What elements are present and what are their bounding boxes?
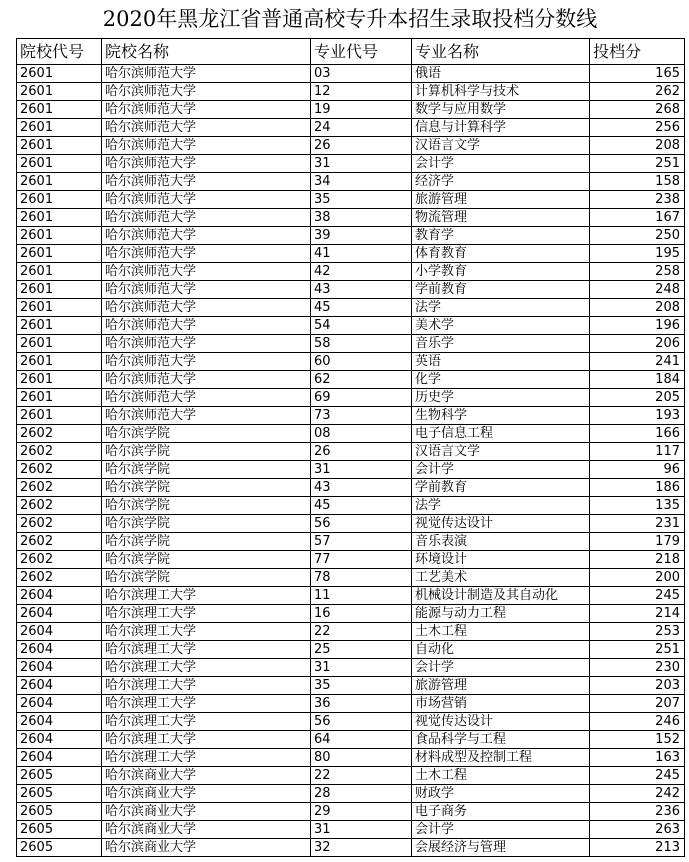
school-name-cell: 哈尔滨师范大学 (102, 353, 311, 371)
school-name-cell: 哈尔滨学院 (102, 461, 311, 479)
score-cell: 195 (590, 245, 685, 263)
school-name-cell: 哈尔滨理工大学 (102, 623, 311, 641)
major-name-cell: 工艺美术 (412, 569, 590, 587)
school-name-cell: 哈尔滨学院 (102, 497, 311, 515)
major-code-cell: 28 (311, 785, 412, 803)
score-cell: 186 (590, 479, 685, 497)
table-row (17, 785, 685, 803)
school-code-cell: 2601 (17, 245, 102, 263)
major-name-cell: 学前教育 (412, 281, 590, 299)
score-cell: 167 (590, 209, 685, 227)
major-code-cell: 56 (311, 713, 412, 731)
table-row (17, 245, 685, 263)
table-row (17, 821, 685, 839)
table-row (17, 461, 685, 479)
table-row (17, 227, 685, 245)
score-cell: 96 (590, 461, 685, 479)
major-code-cell: 26 (311, 137, 412, 155)
table-row (17, 569, 685, 587)
school-name-cell: 哈尔滨师范大学 (102, 389, 311, 407)
school-name-cell: 哈尔滨师范大学 (102, 371, 311, 389)
school-code-cell: 2602 (17, 551, 102, 569)
school-name-cell: 哈尔滨师范大学 (102, 101, 311, 119)
major-code-cell: 29 (311, 803, 412, 821)
major-name-cell: 市场营销 (412, 695, 590, 713)
table-row (17, 263, 685, 281)
score-cell: 218 (590, 551, 685, 569)
major-code-cell: 31 (311, 155, 412, 173)
table-row (17, 839, 685, 857)
major-name-cell: 会计学 (412, 659, 590, 677)
school-code-cell: 2601 (17, 155, 102, 173)
score-cell: 213 (590, 839, 685, 857)
major-code-cell: 60 (311, 353, 412, 371)
school-name-cell: 哈尔滨师范大学 (102, 191, 311, 209)
school-code-cell: 2601 (17, 227, 102, 245)
school-name-cell: 哈尔滨理工大学 (102, 731, 311, 749)
major-code-cell: 62 (311, 371, 412, 389)
table-row (17, 497, 685, 515)
school-name-cell: 哈尔滨理工大学 (102, 713, 311, 731)
school-name-cell: 哈尔滨理工大学 (102, 641, 311, 659)
major-code-cell: 32 (311, 839, 412, 857)
table-body (17, 65, 685, 857)
school-code-cell: 2604 (17, 623, 102, 641)
score-cell: 241 (590, 353, 685, 371)
school-name-cell: 哈尔滨师范大学 (102, 299, 311, 317)
score-cell: 214 (590, 605, 685, 623)
table-row (17, 659, 685, 677)
major-code-cell: 41 (311, 245, 412, 263)
table-row (17, 209, 685, 227)
major-name-cell: 电子信息工程 (412, 425, 590, 443)
major-name-cell: 俄语 (412, 65, 590, 83)
major-name-cell: 会展经济与管理 (412, 839, 590, 857)
major-name-cell: 土木工程 (412, 767, 590, 785)
school-code-cell: 2604 (17, 713, 102, 731)
score-cell: 258 (590, 263, 685, 281)
header-school-code: 院校代号 (17, 39, 102, 65)
major-name-cell: 历史学 (412, 389, 590, 407)
school-code-cell: 2604 (17, 587, 102, 605)
major-name-cell: 旅游管理 (412, 677, 590, 695)
table-row (17, 299, 685, 317)
major-code-cell: 73 (311, 407, 412, 425)
score-cell: 248 (590, 281, 685, 299)
admission-score-sheet (16, 0, 684, 857)
school-code-cell: 2601 (17, 191, 102, 209)
major-name-cell: 能源与动力工程 (412, 605, 590, 623)
table-row (17, 479, 685, 497)
school-code-cell: 2604 (17, 605, 102, 623)
major-code-cell: 22 (311, 767, 412, 785)
major-code-cell: 16 (311, 605, 412, 623)
major-name-cell: 电子商务 (412, 803, 590, 821)
table-row (17, 731, 685, 749)
major-code-cell: 45 (311, 299, 412, 317)
major-name-cell: 汉语言文学 (412, 443, 590, 461)
header-school-name: 院校名称 (102, 39, 311, 65)
table-row (17, 407, 685, 425)
school-name-cell: 哈尔滨商业大学 (102, 785, 311, 803)
major-code-cell: 69 (311, 389, 412, 407)
school-code-cell: 2601 (17, 83, 102, 101)
major-name-cell: 视觉传达设计 (412, 515, 590, 533)
table-row (17, 533, 685, 551)
school-code-cell: 2602 (17, 425, 102, 443)
major-name-cell: 旅游管理 (412, 191, 590, 209)
major-name-cell: 财政学 (412, 785, 590, 803)
table-row (17, 803, 685, 821)
major-code-cell: 35 (311, 677, 412, 695)
major-code-cell: 56 (311, 515, 412, 533)
score-cell: 245 (590, 767, 685, 785)
score-cell: 203 (590, 677, 685, 695)
school-code-cell: 2605 (17, 821, 102, 839)
school-code-cell: 2601 (17, 389, 102, 407)
score-cell: 166 (590, 425, 685, 443)
school-name-cell: 哈尔滨理工大学 (102, 659, 311, 677)
school-code-cell: 2601 (17, 119, 102, 137)
school-code-cell: 2601 (17, 65, 102, 83)
header-major-code: 专业代号 (311, 39, 412, 65)
major-name-cell: 法学 (412, 299, 590, 317)
score-cell: 152 (590, 731, 685, 749)
school-name-cell: 哈尔滨商业大学 (102, 803, 311, 821)
school-name-cell: 哈尔滨师范大学 (102, 83, 311, 101)
table-row (17, 101, 685, 119)
major-code-cell: 31 (311, 659, 412, 677)
score-table (16, 38, 685, 857)
school-code-cell: 2601 (17, 407, 102, 425)
major-name-cell: 会计学 (412, 461, 590, 479)
school-code-cell: 2604 (17, 695, 102, 713)
school-code-cell: 2604 (17, 641, 102, 659)
table-row (17, 767, 685, 785)
school-name-cell: 哈尔滨理工大学 (102, 677, 311, 695)
score-cell: 207 (590, 695, 685, 713)
major-name-cell: 环境设计 (412, 551, 590, 569)
school-code-cell: 2605 (17, 803, 102, 821)
school-name-cell: 哈尔滨理工大学 (102, 695, 311, 713)
school-name-cell: 哈尔滨师范大学 (102, 65, 311, 83)
major-code-cell: 31 (311, 461, 412, 479)
school-name-cell: 哈尔滨师范大学 (102, 155, 311, 173)
school-name-cell: 哈尔滨师范大学 (102, 317, 311, 335)
score-cell: 208 (590, 299, 685, 317)
school-code-cell: 2602 (17, 479, 102, 497)
table-row (17, 281, 685, 299)
major-code-cell: 64 (311, 731, 412, 749)
table-row (17, 677, 685, 695)
major-name-cell: 会计学 (412, 821, 590, 839)
school-code-cell: 2602 (17, 443, 102, 461)
school-code-cell: 2602 (17, 515, 102, 533)
school-code-cell: 2602 (17, 461, 102, 479)
school-name-cell: 哈尔滨学院 (102, 425, 311, 443)
table-row (17, 119, 685, 137)
score-cell: 193 (590, 407, 685, 425)
header-major-name: 专业名称 (412, 39, 590, 65)
school-name-cell: 哈尔滨师范大学 (102, 263, 311, 281)
school-code-cell: 2601 (17, 281, 102, 299)
major-name-cell: 土木工程 (412, 623, 590, 641)
major-name-cell: 小学教育 (412, 263, 590, 281)
school-code-cell: 2605 (17, 767, 102, 785)
major-name-cell: 数学与应用数学 (412, 101, 590, 119)
school-code-cell: 2605 (17, 839, 102, 857)
major-name-cell: 材料成型及控制工程 (412, 749, 590, 767)
table-row (17, 353, 685, 371)
major-name-cell: 学前教育 (412, 479, 590, 497)
table-row (17, 587, 685, 605)
major-code-cell: 78 (311, 569, 412, 587)
score-cell: 256 (590, 119, 685, 137)
score-cell: 158 (590, 173, 685, 191)
score-cell: 184 (590, 371, 685, 389)
major-name-cell: 法学 (412, 497, 590, 515)
school-code-cell: 2602 (17, 497, 102, 515)
major-code-cell: 11 (311, 587, 412, 605)
major-name-cell: 体育教育 (412, 245, 590, 263)
major-code-cell: 24 (311, 119, 412, 137)
major-code-cell: 25 (311, 641, 412, 659)
school-code-cell: 2601 (17, 317, 102, 335)
school-name-cell: 哈尔滨师范大学 (102, 407, 311, 425)
major-code-cell: 43 (311, 479, 412, 497)
major-name-cell: 音乐学 (412, 335, 590, 353)
score-cell: 117 (590, 443, 685, 461)
score-cell: 238 (590, 191, 685, 209)
school-code-cell: 2602 (17, 533, 102, 551)
table-row (17, 713, 685, 731)
table-row (17, 551, 685, 569)
score-cell: 196 (590, 317, 685, 335)
school-code-cell: 2601 (17, 101, 102, 119)
table-row (17, 65, 685, 83)
major-code-cell: 80 (311, 749, 412, 767)
table-row (17, 335, 685, 353)
table-row (17, 443, 685, 461)
score-cell: 135 (590, 497, 685, 515)
school-code-cell: 2601 (17, 299, 102, 317)
table-header-row (17, 39, 685, 65)
school-name-cell: 哈尔滨理工大学 (102, 587, 311, 605)
score-cell: 246 (590, 713, 685, 731)
major-name-cell: 信息与计算科学 (412, 119, 590, 137)
major-code-cell: 03 (311, 65, 412, 83)
score-cell: 163 (590, 749, 685, 767)
score-cell: 250 (590, 227, 685, 245)
major-code-cell: 77 (311, 551, 412, 569)
score-cell: 236 (590, 803, 685, 821)
school-name-cell: 哈尔滨商业大学 (102, 839, 311, 857)
table-row (17, 155, 685, 173)
major-name-cell: 食品科学与工程 (412, 731, 590, 749)
major-code-cell: 34 (311, 173, 412, 191)
score-cell: 263 (590, 821, 685, 839)
school-name-cell: 哈尔滨师范大学 (102, 245, 311, 263)
score-cell: 251 (590, 155, 685, 173)
major-code-cell: 22 (311, 623, 412, 641)
school-name-cell: 哈尔滨师范大学 (102, 227, 311, 245)
table-row (17, 425, 685, 443)
school-code-cell: 2601 (17, 371, 102, 389)
score-cell: 253 (590, 623, 685, 641)
major-name-cell: 物流管理 (412, 209, 590, 227)
school-name-cell: 哈尔滨师范大学 (102, 335, 311, 353)
major-code-cell: 26 (311, 443, 412, 461)
school-code-cell: 2604 (17, 731, 102, 749)
school-name-cell: 哈尔滨学院 (102, 551, 311, 569)
major-code-cell: 58 (311, 335, 412, 353)
school-name-cell: 哈尔滨师范大学 (102, 137, 311, 155)
table-row (17, 191, 685, 209)
major-name-cell: 经济学 (412, 173, 590, 191)
score-cell: 242 (590, 785, 685, 803)
table-row (17, 371, 685, 389)
score-cell: 268 (590, 101, 685, 119)
score-cell: 165 (590, 65, 685, 83)
major-code-cell: 31 (311, 821, 412, 839)
major-name-cell: 生物科学 (412, 407, 590, 425)
school-name-cell: 哈尔滨学院 (102, 443, 311, 461)
school-code-cell: 2604 (17, 659, 102, 677)
major-name-cell: 英语 (412, 353, 590, 371)
major-name-cell: 会计学 (412, 155, 590, 173)
school-name-cell: 哈尔滨学院 (102, 479, 311, 497)
table-row (17, 623, 685, 641)
score-cell: 206 (590, 335, 685, 353)
score-cell: 231 (590, 515, 685, 533)
major-name-cell: 计算机科学与技术 (412, 83, 590, 101)
table-row (17, 173, 685, 191)
major-name-cell: 美术学 (412, 317, 590, 335)
major-name-cell: 视觉传达设计 (412, 713, 590, 731)
school-code-cell: 2601 (17, 173, 102, 191)
score-cell: 200 (590, 569, 685, 587)
table-row (17, 605, 685, 623)
major-code-cell: 43 (311, 281, 412, 299)
score-cell: 245 (590, 587, 685, 605)
major-code-cell: 45 (311, 497, 412, 515)
school-name-cell: 哈尔滨理工大学 (102, 749, 311, 767)
school-name-cell: 哈尔滨理工大学 (102, 605, 311, 623)
score-cell: 205 (590, 389, 685, 407)
major-code-cell: 12 (311, 83, 412, 101)
major-code-cell: 39 (311, 227, 412, 245)
score-cell: 251 (590, 641, 685, 659)
school-code-cell: 2604 (17, 677, 102, 695)
score-cell: 230 (590, 659, 685, 677)
major-name-cell: 化学 (412, 371, 590, 389)
school-code-cell: 2601 (17, 335, 102, 353)
school-name-cell: 哈尔滨师范大学 (102, 209, 311, 227)
school-name-cell: 哈尔滨学院 (102, 533, 311, 551)
major-code-cell: 19 (311, 101, 412, 119)
school-code-cell: 2602 (17, 569, 102, 587)
score-cell: 208 (590, 137, 685, 155)
school-name-cell: 哈尔滨商业大学 (102, 767, 311, 785)
major-code-cell: 36 (311, 695, 412, 713)
school-code-cell: 2601 (17, 137, 102, 155)
major-name-cell: 机械设计制造及其自动化 (412, 587, 590, 605)
table-row (17, 515, 685, 533)
school-name-cell: 哈尔滨学院 (102, 569, 311, 587)
school-code-cell: 2604 (17, 749, 102, 767)
school-name-cell: 哈尔滨师范大学 (102, 119, 311, 137)
school-code-cell: 2601 (17, 353, 102, 371)
major-name-cell: 汉语言文学 (412, 137, 590, 155)
school-name-cell: 哈尔滨学院 (102, 515, 311, 533)
table-row (17, 317, 685, 335)
major-code-cell: 42 (311, 263, 412, 281)
school-name-cell: 哈尔滨师范大学 (102, 281, 311, 299)
table-row (17, 749, 685, 767)
table-row (17, 83, 685, 101)
table-row (17, 695, 685, 713)
major-code-cell: 57 (311, 533, 412, 551)
score-cell: 262 (590, 83, 685, 101)
major-name-cell: 自动化 (412, 641, 590, 659)
major-code-cell: 38 (311, 209, 412, 227)
major-code-cell: 35 (311, 191, 412, 209)
school-name-cell: 哈尔滨师范大学 (102, 173, 311, 191)
major-name-cell: 音乐表演 (412, 533, 590, 551)
table-row (17, 389, 685, 407)
score-cell: 179 (590, 533, 685, 551)
major-code-cell: 54 (311, 317, 412, 335)
school-code-cell: 2601 (17, 263, 102, 281)
major-code-cell: 08 (311, 425, 412, 443)
school-code-cell: 2601 (17, 209, 102, 227)
table-row (17, 137, 685, 155)
header-score: 投档分 (590, 39, 685, 65)
table-row (17, 641, 685, 659)
school-code-cell: 2605 (17, 785, 102, 803)
page-title: 2020年黑龙江省普通高校专升本招生录取投档分数线 (102, 7, 598, 31)
major-name-cell: 教育学 (412, 227, 590, 245)
school-name-cell: 哈尔滨商业大学 (102, 821, 311, 839)
